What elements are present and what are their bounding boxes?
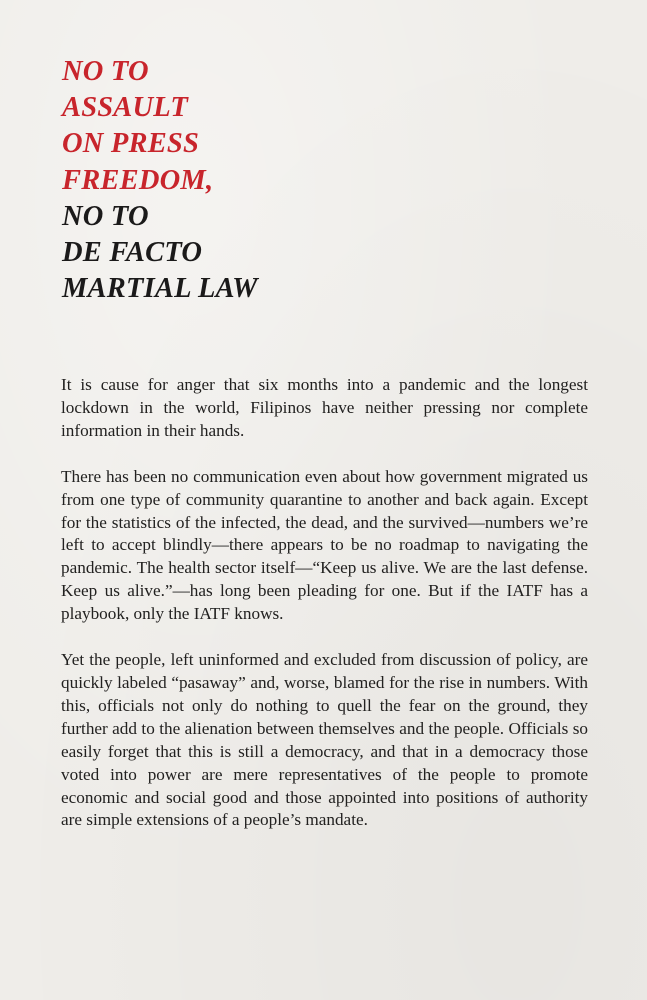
headline-line-black: MARTIAL LAW xyxy=(62,273,258,305)
paragraph: Yet the people, left uninformed and excluded from discussion of policy, are quickly labeled “pasaway” and, worse, blamed for the rise in numbers. With this, officials not only do nothing to quell the fear on the ground, they further add to the alienation between themselves and the people. Officials so easily forget that this is still a democracy, and that in a democracy those voted into power are mere representatives of the people to promote economic and social good and those appointed into positions of authority are simple extensions of a people’s mandate. xyxy=(61,650,588,830)
article-body xyxy=(61,374,588,855)
headline-line-red: NO TO xyxy=(62,56,149,87)
headline xyxy=(62,54,482,307)
headline-line-black: NO TO xyxy=(62,200,149,232)
paragraph: It is cause for anger that six months into a pandemic and the longest lockdown in the world, Filipinos have neither pressing nor complete information in their hands. xyxy=(61,375,588,440)
headline-line-black: DE FACTO xyxy=(62,237,203,269)
paragraph: There has been no communication even about how government migrated us from one type of community quarantine to another and back again. Except for the statistics of the infected, the dead, and the survived—numbers we’re left to accept blindly—there appears to be no roadmap to navigating the pandemic. The health sector itself—“Keep us alive. We are the last defense. Keep us alive.”—has long been pleading for one. But if the IATF has a playbook, only the IATF knows. xyxy=(61,466,588,624)
headline-line-red: FREEDOM, xyxy=(62,164,214,196)
headline-line-red: ON PRESS xyxy=(62,128,200,160)
headline-line-red: ASSAULT xyxy=(62,92,189,124)
